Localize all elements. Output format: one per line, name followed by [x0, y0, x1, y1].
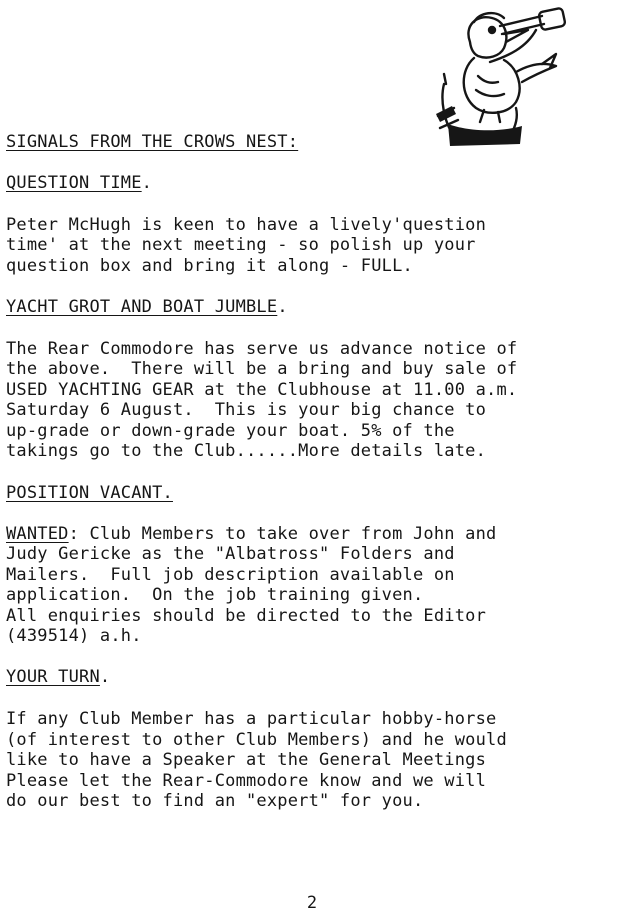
your-turn-line-1: If any Club Member has a particular hobby-horse [6, 709, 497, 729]
question-time-line-3: question box and bring it along - FULL. [6, 256, 413, 276]
yacht-grot-line-6: takings go to the Club......More details late. [6, 441, 487, 461]
main-heading: SIGNALS FROM THE CROWS NEST: [6, 132, 299, 152]
position-vacant-line-2: Judy Gericke as the "Albatross" Folders and [6, 544, 455, 564]
yacht-grot-line-5: up-grade or down-grade your boat. 5% of the [6, 421, 455, 441]
position-vacant-line-6: (439514) a.h. [6, 626, 142, 646]
your-turn-line-3: like to have a Speaker at the General Meetings [6, 750, 487, 770]
section-title-position-vacant: POSITION VACANT. [6, 483, 173, 503]
question-time-line-2: time' at the next meeting - so polish up your [6, 235, 476, 255]
position-vacant-line-3: Mailers. Full job description available on [6, 565, 455, 585]
section-title-yacht-grot: YACHT GROT AND BOAT JUMBLE. [6, 297, 288, 317]
section-title-your-turn: YOUR TURN. [6, 667, 111, 687]
yacht-grot-line-3: USED YACHTING GEAR at the Clubhouse at 11.00 a.m. [6, 380, 518, 400]
position-vacant-line-4: application. On the job training given. [6, 585, 424, 605]
yacht-grot-line-4: Saturday 6 August. This is your big chance to [6, 400, 487, 420]
your-turn-line-2: (of interest to other Club Members) and he would [6, 730, 507, 750]
question-time-line-1: Peter McHugh is keen to have a lively'question [6, 215, 487, 235]
crow-lookout-illustration [430, 4, 580, 150]
your-turn-line-5: do our best to find an "expert" for you. [6, 791, 424, 811]
your-turn-line-4: Please let the Rear-Commodore know and we will [6, 771, 487, 791]
position-vacant-line-1: WANTED: Club Members to take over from John and [6, 524, 497, 544]
section-title-question-time: QUESTION TIME. [6, 173, 153, 193]
yacht-grot-line-1: The Rear Commodore has serve us advance notice of [6, 339, 518, 359]
page-number: 2 [306, 893, 318, 913]
position-vacant-line-5: All enquiries should be directed to the Editor [6, 606, 487, 626]
yacht-grot-line-2: the above. There will be a bring and buy sale of [6, 359, 518, 379]
